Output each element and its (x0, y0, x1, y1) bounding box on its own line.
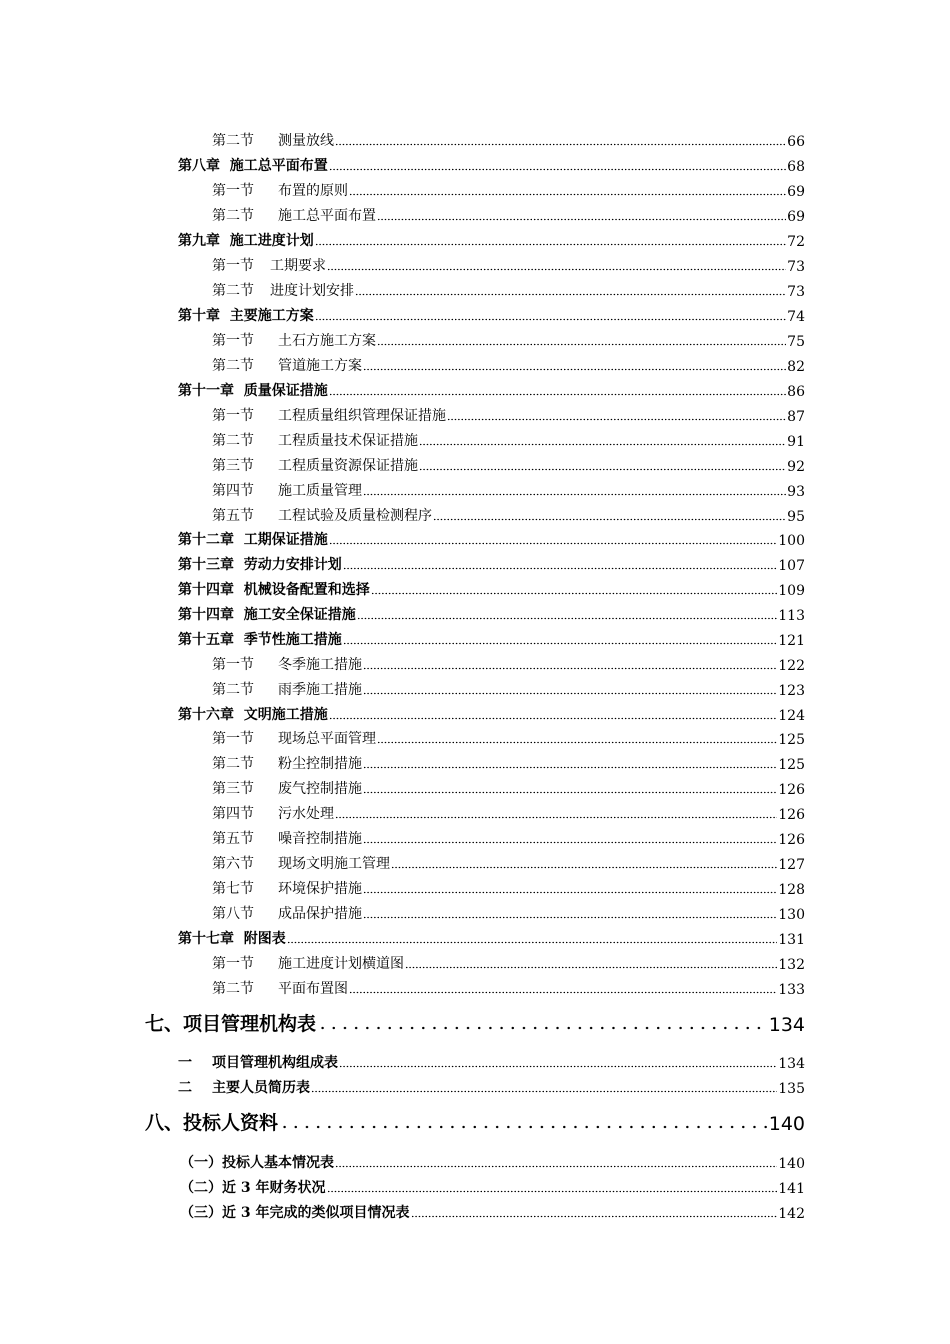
toc-entry-text (178, 629, 342, 649)
toc-entry-text (212, 205, 376, 225)
dot-leader (363, 357, 786, 371)
toc-entry-big[interactable] (145, 1107, 805, 1135)
dot-leader (363, 830, 777, 844)
toc-entry-page-number: 95 (787, 509, 805, 525)
toc-entry-page-number: 100 (778, 533, 805, 549)
toc-entry-sec[interactable] (212, 128, 805, 150)
toc-entry-page-number: 122 (778, 658, 805, 674)
dot-leader (329, 157, 786, 171)
dot-leader (371, 581, 778, 595)
toc-entry-title: 环境保护措施 (278, 881, 362, 897)
toc-entry-sec[interactable] (212, 976, 805, 998)
toc-entry-text (145, 1009, 316, 1036)
toc-entry-page-number: 82 (787, 359, 805, 375)
toc-entry-title: 工期要求 (270, 258, 326, 274)
toc-entry-page-number: 134 (768, 1014, 805, 1036)
toc-entry-page-number: 72 (787, 234, 805, 250)
toc-entry-title: 现场文明施工管理 (278, 856, 390, 872)
toc-entry-text (212, 878, 362, 898)
dot-leader (377, 730, 777, 744)
toc-entry-page-number: 69 (787, 184, 805, 200)
toc-entry-chap[interactable] (178, 153, 805, 175)
toc-entry-number: 第十五章 (178, 632, 234, 648)
dot-leader (363, 780, 777, 794)
toc-entry-chap[interactable] (178, 228, 805, 250)
toc-entry-title: 管道施工方案 (278, 358, 362, 374)
toc-entry-text (178, 155, 328, 175)
dot-leader (317, 1016, 768, 1030)
toc-entry-number: 第三节 (212, 458, 254, 474)
toc-entry-title: 进度计划安排 (270, 283, 354, 299)
toc-entry-chap[interactable] (178, 303, 805, 325)
toc-entry-page-number: 73 (787, 284, 805, 300)
dot-leader (433, 507, 786, 521)
toc-entry-text (212, 480, 362, 500)
toc-entry-chap[interactable] (178, 702, 805, 724)
toc-entry-page-number: 74 (787, 309, 805, 325)
toc-entry-text (212, 455, 418, 475)
toc-entry-sec[interactable] (212, 428, 805, 450)
toc-entry-number: 第二节 (212, 283, 254, 299)
toc-entry-page-number: 107 (778, 558, 805, 574)
dot-leader (315, 307, 786, 321)
toc-entry-title: 施工安全保证措施 (243, 607, 356, 623)
dot-leader (315, 232, 786, 246)
dot-leader (349, 980, 777, 994)
toc-entry-page-number: 123 (778, 683, 805, 699)
toc-entry-sub[interactable] (178, 1075, 805, 1097)
toc-entry-text (180, 1177, 326, 1197)
dot-leader (349, 182, 786, 196)
toc-entry-number: 第十章 (178, 308, 220, 324)
toc-entry-title: 工期保证措施 (243, 532, 328, 548)
toc-entry-number: 第一节 (212, 657, 254, 673)
toc-entry-number: 第一节 (212, 956, 254, 972)
toc-entry-text (180, 1152, 334, 1172)
toc-entry-chap[interactable] (178, 627, 805, 649)
toc-entry-number: 第十四章 (178, 582, 234, 598)
toc-entry-title: 施工进度计划 (229, 233, 314, 249)
dot-leader (329, 531, 778, 545)
toc-entry-page-number: 132 (778, 957, 805, 973)
toc-entry-sec[interactable] (212, 776, 805, 798)
dot-leader (419, 457, 786, 471)
toc-entry-text (212, 728, 376, 748)
toc-entry-title: 文明施工措施 (243, 707, 328, 723)
toc-entry-number: 第五节 (212, 831, 254, 847)
toc-entry-page-number: 73 (787, 259, 805, 275)
toc-entry-text (178, 380, 328, 400)
toc-entry-page-number: 141 (778, 1181, 805, 1197)
toc-entry-page-number: 66 (787, 134, 805, 150)
toc-entry-page-number: 87 (787, 409, 805, 425)
toc-entry-text (212, 280, 354, 300)
toc-entry-text (178, 704, 328, 724)
dot-leader (363, 656, 777, 670)
toc-entry-text (212, 255, 326, 275)
toc-entry-text (212, 505, 432, 525)
dot-leader (363, 681, 777, 695)
toc-entry-page-number: 75 (787, 334, 805, 350)
toc-entry-chap[interactable] (178, 552, 805, 574)
toc-entry-number: 第八节 (212, 906, 254, 922)
dot-leader (343, 556, 778, 570)
toc-entry-number: 第一节 (212, 258, 254, 274)
dot-leader (335, 132, 786, 146)
toc-entry-sec[interactable] (212, 901, 805, 923)
toc-entry-title: 主要人员简历表 (212, 1080, 310, 1096)
toc-entry-number: 第二节 (212, 682, 254, 698)
dot-leader (363, 755, 777, 769)
dot-leader (335, 805, 777, 819)
toc-entry-text (212, 654, 362, 674)
toc-entry-title: 施工质量管理 (278, 483, 362, 499)
toc-entry-text (178, 554, 342, 574)
toc-entry-number: 第二节 (212, 981, 254, 997)
toc-entry-page-number: 93 (787, 484, 805, 500)
toc-entry-text (178, 928, 286, 948)
toc-entry-title: 工程试验及质量检测程序 (278, 508, 432, 524)
toc-entry-sec[interactable] (212, 253, 805, 275)
toc-entry-number: 第一节 (212, 333, 254, 349)
toc-entry-sub[interactable] (178, 1050, 805, 1072)
toc-entry-title: 现场总平面管理 (278, 731, 376, 747)
toc-entry-title: 八、投标人资料 (145, 1112, 279, 1134)
dot-leader (363, 905, 777, 919)
toc-entry-text (212, 330, 376, 350)
dot-leader (327, 1179, 778, 1193)
dot-leader (279, 1115, 768, 1129)
dot-leader (311, 1079, 777, 1093)
toc-entry-title: 成品保护措施 (278, 906, 362, 922)
toc-entry-number: 第九章 (178, 233, 220, 249)
dot-leader (329, 382, 786, 396)
toc-entry-number: 第十六章 (178, 707, 234, 723)
toc-entry-text (178, 529, 328, 549)
toc-entry-number: 第二节 (212, 358, 254, 374)
toc-entry-title: 工程质量技术保证措施 (278, 433, 418, 449)
dot-leader (335, 1154, 777, 1168)
dot-leader (357, 606, 778, 620)
toc-entry-title: 噪音控制措施 (278, 831, 362, 847)
toc-entry-page-number: 126 (778, 782, 805, 798)
toc-entry-page-number: 124 (778, 708, 805, 724)
toc-entry-page-number: 142 (778, 1206, 805, 1222)
toc-entry-sec[interactable] (212, 278, 805, 300)
toc-entry-page-number: 68 (787, 159, 805, 175)
toc-entry-number: 第十二章 (178, 532, 234, 548)
toc-entry-number: 第二节 (212, 433, 254, 449)
toc-entry-text (178, 604, 356, 624)
dot-leader (405, 955, 777, 969)
toc-entry-number: 第七节 (212, 881, 254, 897)
toc-entry-title: 季节性施工措施 (243, 632, 342, 648)
toc-entry-title: 土石方施工方案 (278, 333, 376, 349)
toc-entry-page-number: 128 (778, 882, 805, 898)
toc-entry-number: 第三节 (212, 781, 254, 797)
dot-leader (391, 855, 777, 869)
toc-entry-sec[interactable] (212, 826, 805, 848)
toc-entry-chap[interactable] (178, 527, 805, 549)
toc-entry-text (212, 903, 362, 923)
dot-leader (419, 432, 786, 446)
toc-entry-sub2[interactable] (180, 1175, 805, 1197)
toc-entry-number: 第二节 (212, 756, 254, 772)
toc-entry-page-number: 140 (768, 1113, 805, 1135)
toc-entry-number: 第十四章 (178, 607, 234, 623)
toc-entry-text (212, 803, 334, 823)
dot-leader (343, 631, 778, 645)
toc-entry-number: 第六节 (212, 856, 254, 872)
toc-entry-sec[interactable] (212, 503, 805, 525)
toc-entry-sec[interactable] (212, 851, 805, 873)
toc-entry-page-number: 69 (787, 209, 805, 225)
toc-entry-sec[interactable] (212, 328, 805, 350)
toc-entry-title: 冬季施工措施 (278, 657, 362, 673)
toc-entry-title: 七、项目管理机构表 (145, 1013, 317, 1035)
toc-entry-text (212, 753, 362, 773)
toc-entry-title: 粉尘控制措施 (278, 756, 362, 772)
toc-entry-number: 第十三章 (178, 557, 234, 573)
toc-entry-title: 质量保证措施 (243, 383, 328, 399)
toc-entry-title: 污水处理 (278, 806, 334, 822)
toc-entry-sec[interactable] (212, 652, 805, 674)
dot-leader (327, 257, 786, 271)
toc-entry-number: 一 (178, 1055, 192, 1071)
toc-entry-text (212, 180, 348, 200)
dot-leader (363, 482, 786, 496)
toc-entry-text (212, 405, 446, 425)
toc-entry-page-number: 91 (787, 434, 805, 450)
toc-entry-text (212, 853, 390, 873)
toc-entry-title: 工程质量组织管理保证措施 (278, 408, 446, 424)
dot-leader (287, 930, 778, 944)
toc-entry-sec[interactable] (212, 677, 805, 699)
toc-entry-title: 施工总平面布置 (229, 158, 328, 174)
toc-entry-number: 第四节 (212, 483, 254, 499)
toc-entry-text (212, 778, 362, 798)
toc-entry-page-number: 86 (787, 384, 805, 400)
toc-entry-title: 测量放线 (278, 133, 334, 149)
dot-leader (339, 1054, 777, 1068)
toc-entry-number: 第八章 (178, 158, 220, 174)
toc-entry-number: 二 (178, 1080, 192, 1096)
toc-entry-page-number: 134 (778, 1056, 805, 1072)
toc-entry-sec[interactable] (212, 751, 805, 773)
toc-entry-sec[interactable] (212, 453, 805, 475)
toc-entry-page-number: 126 (778, 832, 805, 848)
toc-entry-sec[interactable] (212, 353, 805, 375)
dot-leader (329, 706, 778, 720)
toc-entry-sub2[interactable] (180, 1200, 805, 1222)
toc-entry-sec[interactable] (212, 203, 805, 225)
toc-entry-chap[interactable] (178, 378, 805, 400)
toc-entry-title: 主要施工方案 (229, 308, 314, 324)
toc-entry-text (212, 430, 418, 450)
toc-entry-title: 劳动力安排计划 (243, 557, 342, 573)
toc-entry-big[interactable] (145, 1008, 805, 1036)
dot-leader (447, 407, 786, 421)
toc-entry-title: 布置的原则 (278, 183, 348, 199)
toc-entry-title: 工程质量资源保证措施 (278, 458, 418, 474)
toc-entry-text (178, 230, 314, 250)
toc-entry-number: 第二节 (212, 133, 254, 149)
dot-leader (363, 880, 777, 894)
toc-entry-text (212, 130, 334, 150)
toc-entry-page-number: 125 (778, 732, 805, 748)
toc-entry-sec[interactable] (212, 178, 805, 200)
toc-entry-number: 第五节 (212, 508, 254, 524)
toc-entry-number: 第十一章 (178, 383, 234, 399)
toc-entry-sec[interactable] (212, 801, 805, 823)
toc-entry-page-number: 133 (778, 982, 805, 998)
toc-entry-title: （三）近 3 年完成的类似项目情况表 (180, 1205, 410, 1221)
toc-entry-text (212, 828, 362, 848)
toc-entry-page-number: 109 (778, 583, 805, 599)
toc-entry-sec[interactable] (212, 478, 805, 500)
toc-entry-chap[interactable] (178, 602, 805, 624)
dot-leader (355, 282, 786, 296)
toc-entry-title: （一）投标人基本情况表 (180, 1155, 334, 1171)
toc-entry-number: 第十七章 (178, 931, 234, 947)
toc-entry-text (178, 1052, 338, 1072)
toc-entry-title: 项目管理机构组成表 (212, 1055, 338, 1071)
toc-entry-sec[interactable] (212, 876, 805, 898)
toc-entry-text (178, 1077, 310, 1097)
toc-entry-number: 第一节 (212, 731, 254, 747)
toc-entry-page-number: 127 (778, 857, 805, 873)
toc-entry-page-number: 140 (778, 1156, 805, 1172)
toc-entry-sec[interactable] (212, 403, 805, 425)
toc-entry-number: 第四节 (212, 806, 254, 822)
toc-entry-title: 施工进度计划横道图 (278, 956, 404, 972)
toc-entry-title: 附图表 (243, 931, 286, 947)
toc-entry-title: 废气控制措施 (278, 781, 362, 797)
toc-entry-page-number: 131 (778, 932, 805, 948)
toc-entry-text (212, 953, 404, 973)
toc-entry-title: 施工总平面布置 (278, 208, 376, 224)
toc-entry-page-number: 113 (778, 608, 805, 624)
toc-entry-title: （二）近 3 年财务状况 (180, 1180, 326, 1196)
toc-entry-sec[interactable] (212, 726, 805, 748)
toc-entry-chap[interactable] (178, 926, 805, 948)
toc-entry-page-number: 121 (778, 633, 805, 649)
toc-entry-chap[interactable] (178, 577, 805, 599)
toc-entry-text (180, 1202, 410, 1222)
toc-entry-number: 第一节 (212, 183, 254, 199)
toc-entry-page-number: 125 (778, 757, 805, 773)
toc-entry-text (212, 679, 362, 699)
dot-leader (377, 207, 786, 221)
toc-entry-page-number: 135 (778, 1081, 805, 1097)
toc-entry-sec[interactable] (212, 951, 805, 973)
toc-entry-sub2[interactable] (180, 1150, 805, 1172)
toc-entry-number: 第二节 (212, 208, 254, 224)
toc-entry-text (145, 1108, 278, 1135)
toc-entry-text (178, 579, 370, 599)
toc-entry-number: 第一节 (212, 408, 254, 424)
dot-leader (377, 332, 786, 346)
toc-entry-title: 机械设备配置和选择 (243, 582, 370, 598)
toc-entry-text (212, 355, 362, 375)
toc-entry-title: 雨季施工措施 (278, 682, 362, 698)
toc-entry-page-number: 130 (778, 907, 805, 923)
toc-entry-title: 平面布置图 (278, 981, 348, 997)
dot-leader (411, 1204, 778, 1218)
toc-entry-text (178, 305, 314, 325)
toc-entry-page-number: 92 (787, 459, 805, 475)
toc-entry-page-number: 126 (778, 807, 805, 823)
toc-entry-text (212, 978, 348, 998)
